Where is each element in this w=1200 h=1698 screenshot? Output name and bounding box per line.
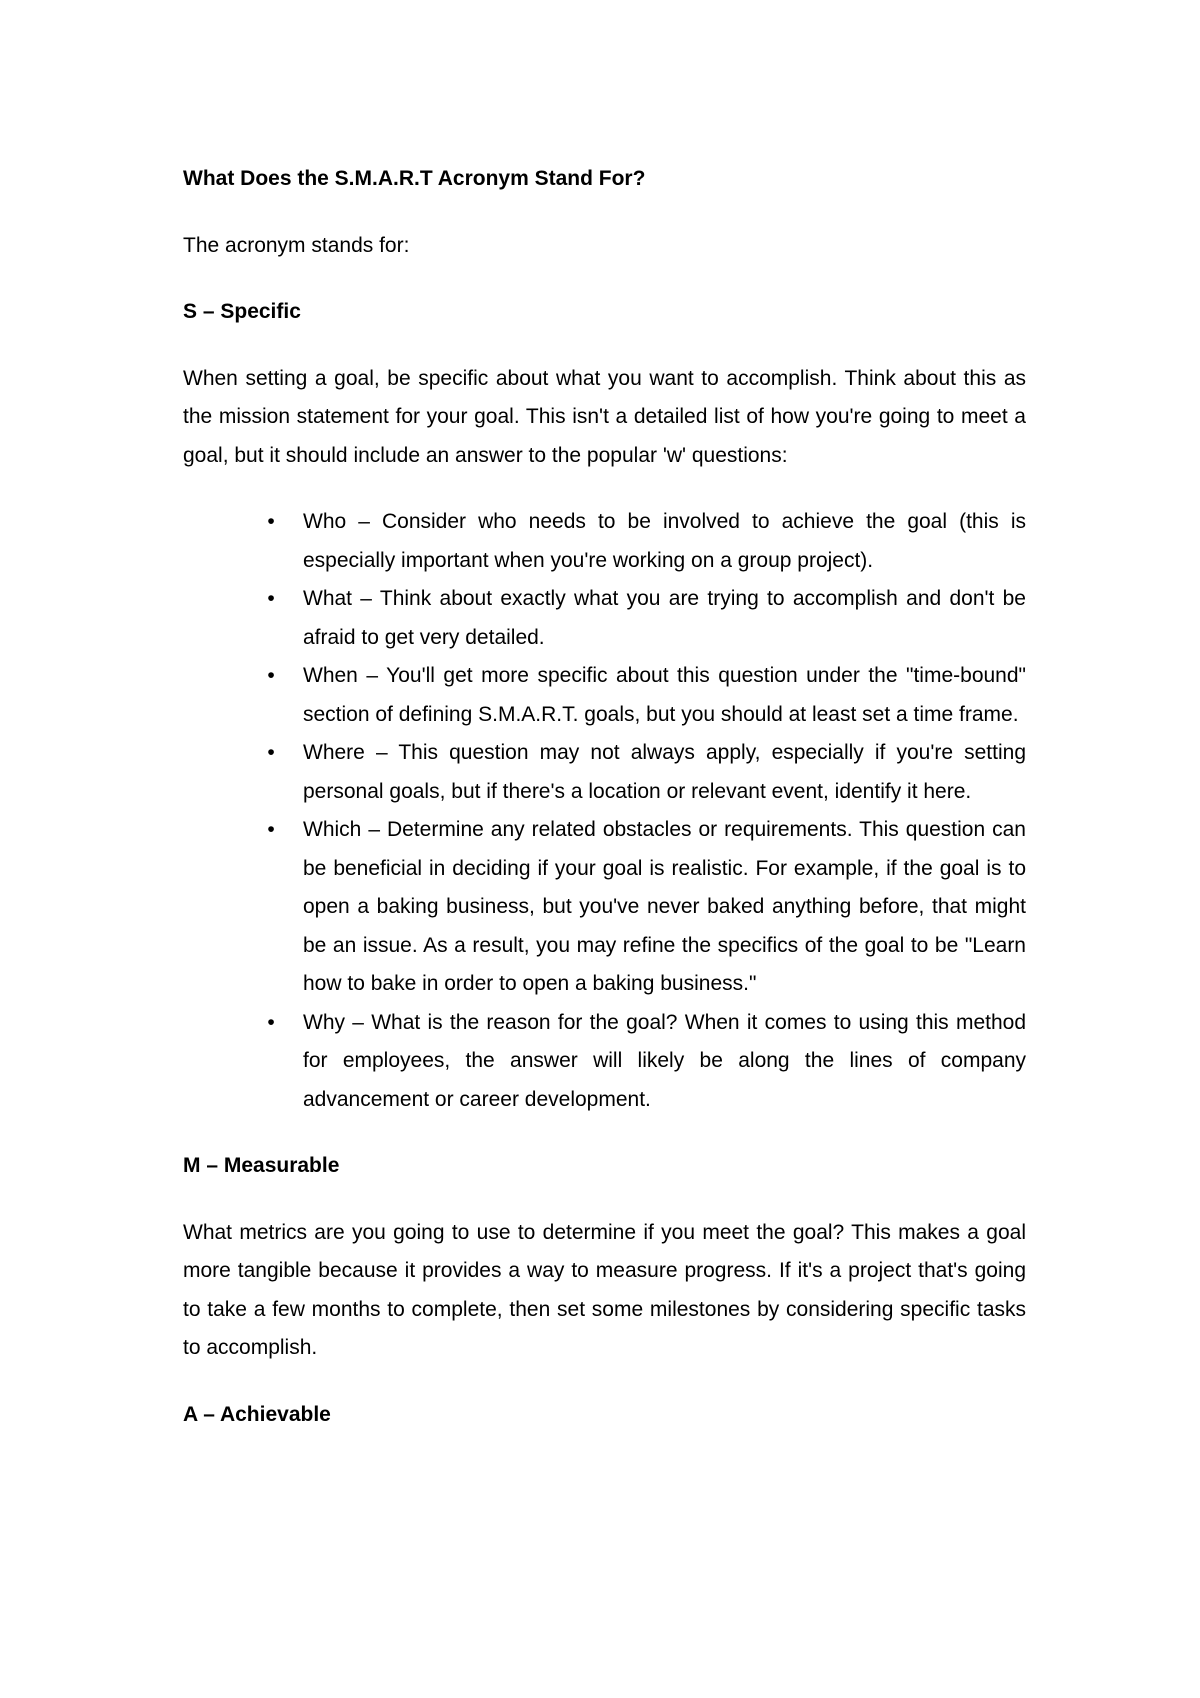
section-heading-specific: S – Specific [183,300,301,323]
list-item-why [183,1004,1026,1120]
list-item-which [183,811,1026,1004]
bullet-icon: • [267,741,275,764]
list-item-text: Where – This question may not always apply, especially if you're setting personal goals, but if there's a location or relevant event, identify it here. [303,741,1026,803]
section-heading-measurable: M – Measurable [183,1154,340,1177]
list-item-who [183,503,1026,580]
list-item-text: Which – Determine any related obstacles or requirements. This question can be beneficial in deciding if your goal is realistic. For example, if the goal is to open a baking business, but you've never baked anything before, that might be an issue. As a result, you may refine the specifics of the goal to be "Learn how to bake in order to open a baking business." [303,818,1026,995]
list-item-text: When – You'll get more specific about this question under the "time-bound" section of defining S.M.A.R.T. goals, but you should at least set a time frame. [303,664,1026,726]
document-title: What Does the S.M.A.R.T Acronym Stand For? [183,167,646,190]
list-item-when [183,657,1026,734]
section-paragraph-specific: When setting a goal, be specific about what you want to accomplish. Think about this as the mission statement for your goal. This isn't a detailed list of how you're going to meet a goal, but it should include an answer to the popular 'w' questions: [183,366,1026,467]
w-questions-list [183,503,1026,1119]
intro-text: The acronym stands for: [183,233,410,257]
list-item-text: Why – What is the reason for the goal? When it comes to using this method for employees, the answer will likely be along the lines of company advancement or career development. [303,1010,1026,1111]
bullet-icon: • [267,818,275,841]
document-body [183,160,1026,1434]
list-item-text: Who – Consider who needs to be involved to achieve the goal (this is especially important when you're working on a group project). [303,510,1026,572]
list-item-text: What – Think about exactly what you are trying to accomplish and don't be afraid to get very detailed. [303,587,1026,649]
list-item-what [183,580,1026,657]
bullet-icon: • [267,664,275,687]
list-item-where [183,734,1026,811]
section-paragraph-measurable: What metrics are you going to use to determine if you meet the goal? This makes a goal more tangible because it provides a way to measure progress. If it's a project that's going to take a few months to complete, then set some milestones by considering specific tasks to accomplish. [183,1220,1026,1359]
bullet-icon: • [267,510,275,533]
bullet-icon: • [267,587,275,610]
section-heading-achievable: A – Achievable [183,1402,331,1426]
bullet-icon: • [267,1010,275,1034]
